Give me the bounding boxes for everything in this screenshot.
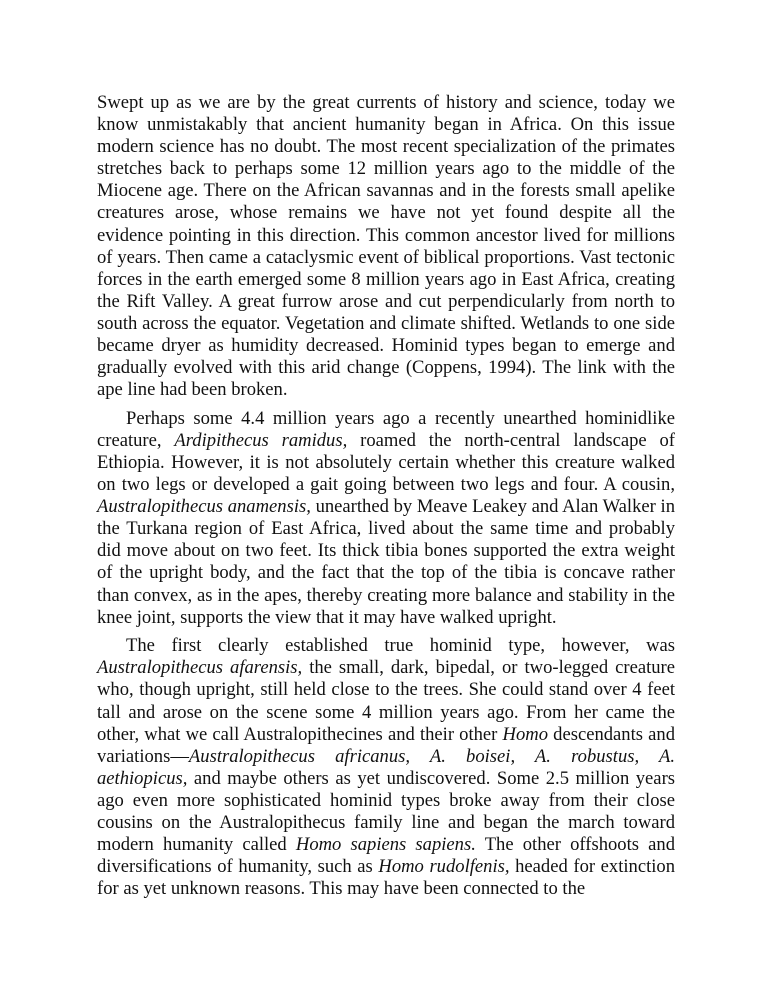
paragraph-2-run-1: Perhaps some 4.4 million years ago a recently unearthed hominidlike creature, <box>97 407 675 451</box>
paragraph-3 <box>97 635 675 900</box>
species-name-australopithecus-anamensis: Australopithecus anamensis, <box>97 496 311 518</box>
paragraph-1 <box>97 92 675 401</box>
species-name-homo-rudolfenis: Homo rudolfenis, <box>378 856 510 878</box>
paragraph-3-run-7: and maybe others as yet undiscovered. Some 2.5 million years ago even more sophisticated hominid types broke away from their close cousins on the Australopithecus family line and began the march toward modern humanity called <box>97 767 675 856</box>
species-name-australopithecus-afarensis: Australopithecus afarensis, <box>97 657 303 679</box>
document-page <box>97 92 675 900</box>
species-name-homo-sapiens-sapiens: Homo sapiens sapiens. <box>295 834 476 856</box>
paragraph-2-run-3: roamed the north-central landscape of Ethiopia. However, it is not absolutely certain whether this creature walked on two legs or developed a gait going between two legs and four. A cousin, <box>97 429 676 496</box>
paragraph-1-text: Swept up as we are by the great currents of history and science, today we know unmistakably that ancient humanity began in Africa. On this issue modern science has no doubt. The most recent specialization of the primates stretches back to perhaps some 12 million years ago to the middle of the Miocene age. There on the African savannas and in the forests small apelike creatures arose, whose remains we have not yet found despite all the evidence pointing in this direction. This common ancestor lived for millions of years. Then came a cataclysmic event of biblical proportions. Vast tectonic forces in the earth emerged some 8 million years ago in East Africa, creating the Rift Valley. A great furrow arose and cut perpendicularly from north to south across the equator. Vegetation and climate shifted. Wetlands to one side became dryer as humidity decreased. Hominid types began to emerge and gradually evolved with this arid change (Coppens, 1994). The link with the ape line had been broken. <box>97 92 675 401</box>
paragraph-3-run-5: descendants and variations— <box>97 723 675 767</box>
paragraph-3-run-1: The first clearly established true hominid type, however, was <box>126 635 675 657</box>
species-name-ardipithecus-ramidus: Ardipithecus ramidus, <box>174 429 348 451</box>
paragraph-2 <box>97 408 675 629</box>
paragraph-3-run-9: The other offshoots and diversifications of humanity, such as <box>97 834 675 878</box>
species-list-australopithecines: Australopithecus africanus, A. boisei, A. robustus, A. aethiopicus, <box>97 745 675 789</box>
paragraph-3-run-11: headed for extinction for as yet unknown reasons. This may have been connected to the <box>97 856 676 900</box>
paragraph-2-run-5: unearthed by Meave Leakey and Alan Walker in the Turkana region of East Africa, lived about the same time and probably did move about on two feet. Its thick tibia bones supported the extra weight of the upright body, and the fact that the top of the tibia is concave rather than convex, as in the apes, thereby creating more balance and stability in the knee joint, supports the view that it may have walked upright. <box>97 496 675 628</box>
genus-name-homo: Homo <box>502 723 548 745</box>
paragraph-3-run-3: the small, dark, bipedal, or two-legged creature who, though upright, still held close to the trees. She could stand over 4 feet tall and arose on the scene some 4 million years ago. From her came the other, what we call Australopithecines and their other <box>97 657 675 745</box>
